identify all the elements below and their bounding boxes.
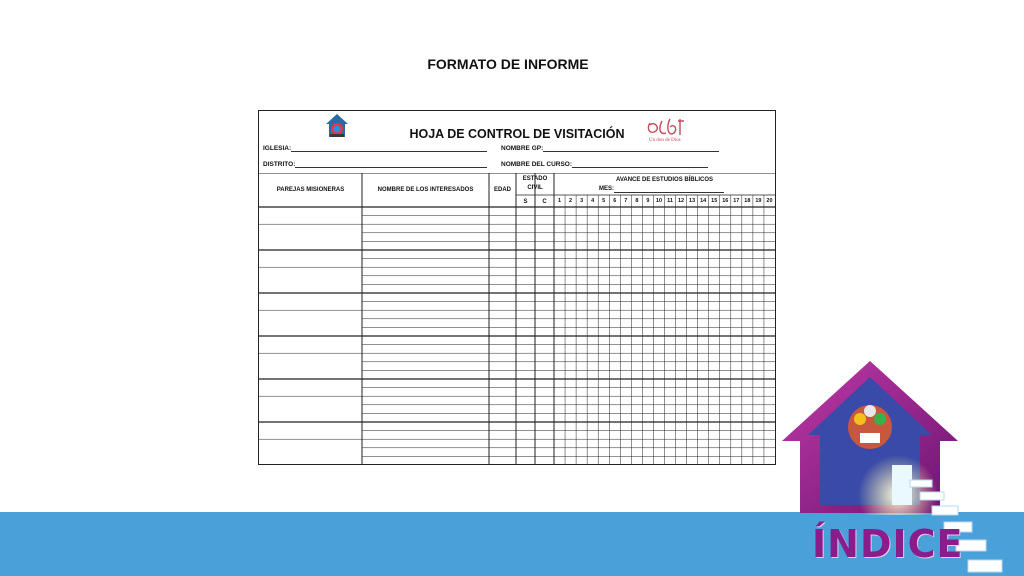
iglesia-field[interactable]	[263, 145, 487, 152]
lesson-number: 8	[635, 198, 639, 204]
lesson-number: 15	[711, 198, 718, 204]
lesson-number: 20	[766, 198, 773, 204]
col-avance-estudios: AVANCE DE ESTUDIOS BÍBLICOS	[615, 177, 714, 183]
logo-right-text: Un don de Dios	[649, 138, 681, 143]
nombre-gp-label: NOMBRE GP:	[501, 145, 544, 152]
lesson-number: 1	[557, 198, 562, 204]
nombre-curso-label: NOMBRE DEL CURSO:	[501, 161, 573, 168]
slide-title: FORMATO DE INFORME	[427, 56, 589, 72]
sheet-title: HOJA DE CONTROL DE VISITACIÓN	[409, 127, 625, 141]
nombre-gp-field[interactable]	[501, 145, 719, 152]
lesson-number: 9	[646, 198, 650, 204]
lesson-number: 3	[580, 198, 584, 204]
lesson-number: 6	[613, 198, 617, 204]
col-estado-civil-line2: CIVIL	[527, 185, 543, 191]
distrito-field[interactable]	[263, 161, 487, 168]
distrito-label: DISTRITO:	[263, 161, 296, 168]
iglesia-label: IGLESIA:	[263, 145, 292, 152]
lesson-number: 14	[700, 198, 707, 204]
mes-label: MES:	[599, 186, 614, 192]
lesson-number: 19	[755, 198, 762, 204]
lesson-number: 12	[678, 198, 685, 204]
lesson-number: 17	[733, 198, 740, 204]
lesson-number: 13	[689, 198, 696, 204]
visitation-grid	[259, 173, 775, 465]
lesson-number: 11	[667, 198, 673, 204]
index-link[interactable]: ÍNDICE	[812, 522, 964, 566]
script-signature-logo	[644, 115, 694, 145]
col-edad: EDAD	[493, 187, 511, 193]
mes-field[interactable]	[599, 185, 724, 193]
control-sheet	[258, 110, 776, 465]
lesson-number: 7	[624, 198, 628, 204]
grid-lines	[259, 173, 775, 465]
col-nombre-interesados: NOMBRE DE LOS INTERESADOS	[377, 187, 474, 193]
nombre-curso-field[interactable]	[501, 161, 708, 168]
lesson-number: 16	[722, 198, 729, 204]
lesson-number: 4	[591, 198, 595, 204]
lesson-number: 10	[655, 198, 663, 204]
lesson-number: 5	[602, 198, 606, 204]
col-parejas-misioneras: PAREJAS MISIONERAS	[276, 187, 345, 193]
col-estado-s: S	[523, 199, 528, 205]
lesson-number: 2	[569, 198, 573, 204]
lesson-number: 18	[744, 198, 751, 204]
col-estado-c: C	[542, 199, 547, 205]
col-estado-civil-line1: ESTADO	[522, 176, 548, 182]
